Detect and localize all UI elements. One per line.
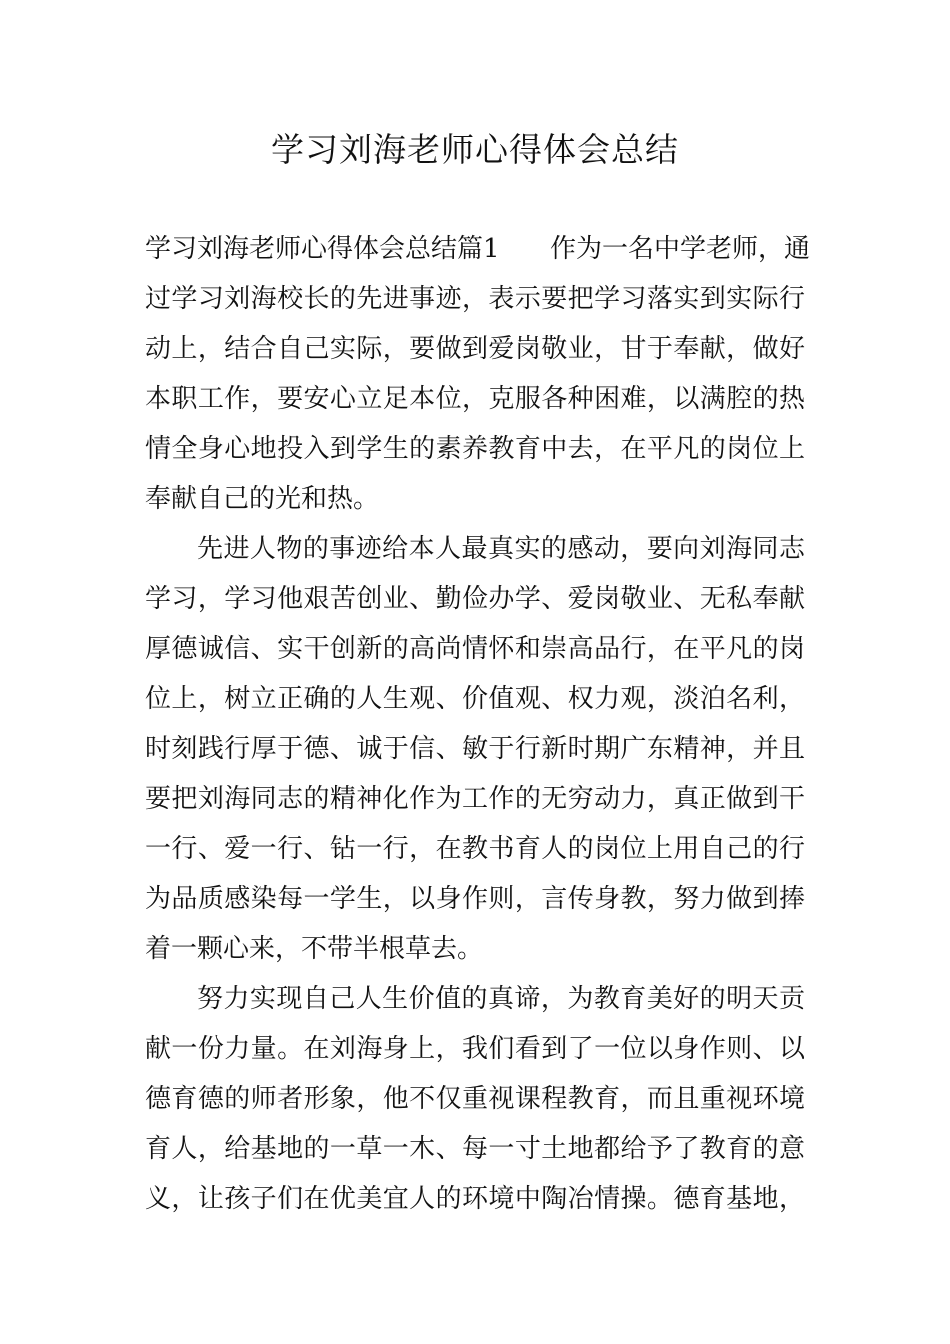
paragraph-3-line-2: 献一份力量。在刘海身上，我们看到了一位以身作则、以 bbox=[145, 1034, 805, 1064]
paragraph-1-line-4: 本职工作，要安心立足本位，克服各种困难，以满腔的热 bbox=[145, 384, 805, 414]
paragraph-2-line-2: 学习，学习他艰苦创业、勤俭办学、爱岗敬业、无私奉献 bbox=[145, 584, 805, 614]
paragraph-2-line-6: 要把刘海同志的精神化作为工作的无穷动力，真正做到干 bbox=[145, 784, 805, 814]
paragraph-1-line-3: 动上，结合自己实际，要做到爱岗敬业，甘于奉献，做好 bbox=[145, 334, 805, 364]
paragraph-1-text: 作为一名中学老师，通 bbox=[550, 234, 811, 264]
paragraph-2-line-3: 厚德诚信、实干创新的高尚情怀和崇高品行，在平凡的岗 bbox=[145, 634, 805, 664]
paragraph-3-line-5: 义，让孩子们在优美宜人的环境中陶冶情操。德育基地， bbox=[145, 1184, 805, 1214]
paragraph-2-line-5: 时刻践行厚于德、诚于信、敏于行新时期广东精神，并且 bbox=[145, 734, 805, 764]
paragraph-3-line-4: 育人，给基地的一草一木、每一寸土地都给予了教育的意 bbox=[145, 1134, 805, 1164]
paragraph-2-line-9: 着一颗心来，不带半根草去。 bbox=[145, 934, 484, 964]
paragraph-3-line-1: 努力实现自己人生价值的真谛，为教育美好的明天贡 bbox=[197, 984, 805, 1014]
paragraph-1-line-5: 情全身心地投入到学生的素养教育中去，在平凡的岗位上 bbox=[145, 434, 805, 464]
section-heading: 学习刘海老师心得体会总结篇1 bbox=[145, 234, 500, 264]
paragraph-1-line-2: 过学习刘海校长的先进事迹，表示要把学习落实到实际行 bbox=[145, 284, 805, 314]
paragraph-2-line-7: 一行、爱一行、钻一行，在教书育人的岗位上用自己的行 bbox=[145, 834, 805, 864]
paragraph-1-line-6: 奉献自己的光和热。 bbox=[145, 484, 380, 514]
paragraph-2-line-4: 位上，树立正确的人生观、价值观、权力观，淡泊名利， bbox=[145, 684, 805, 714]
document-title: 学习刘海老师心得体会总结 bbox=[271, 130, 679, 169]
paragraph-3-line-3: 德育德的师者形象，他不仅重视课程教育，而且重视环境 bbox=[145, 1084, 805, 1114]
paragraph-2-line-1: 先进人物的事迹给本人最真实的感动，要向刘海同志 bbox=[197, 534, 805, 564]
paragraph-1-line-1 bbox=[145, 224, 811, 274]
paragraph-2-line-8: 为品质感染每一学生，以身作则，言传身教，努力做到捧 bbox=[145, 884, 805, 914]
